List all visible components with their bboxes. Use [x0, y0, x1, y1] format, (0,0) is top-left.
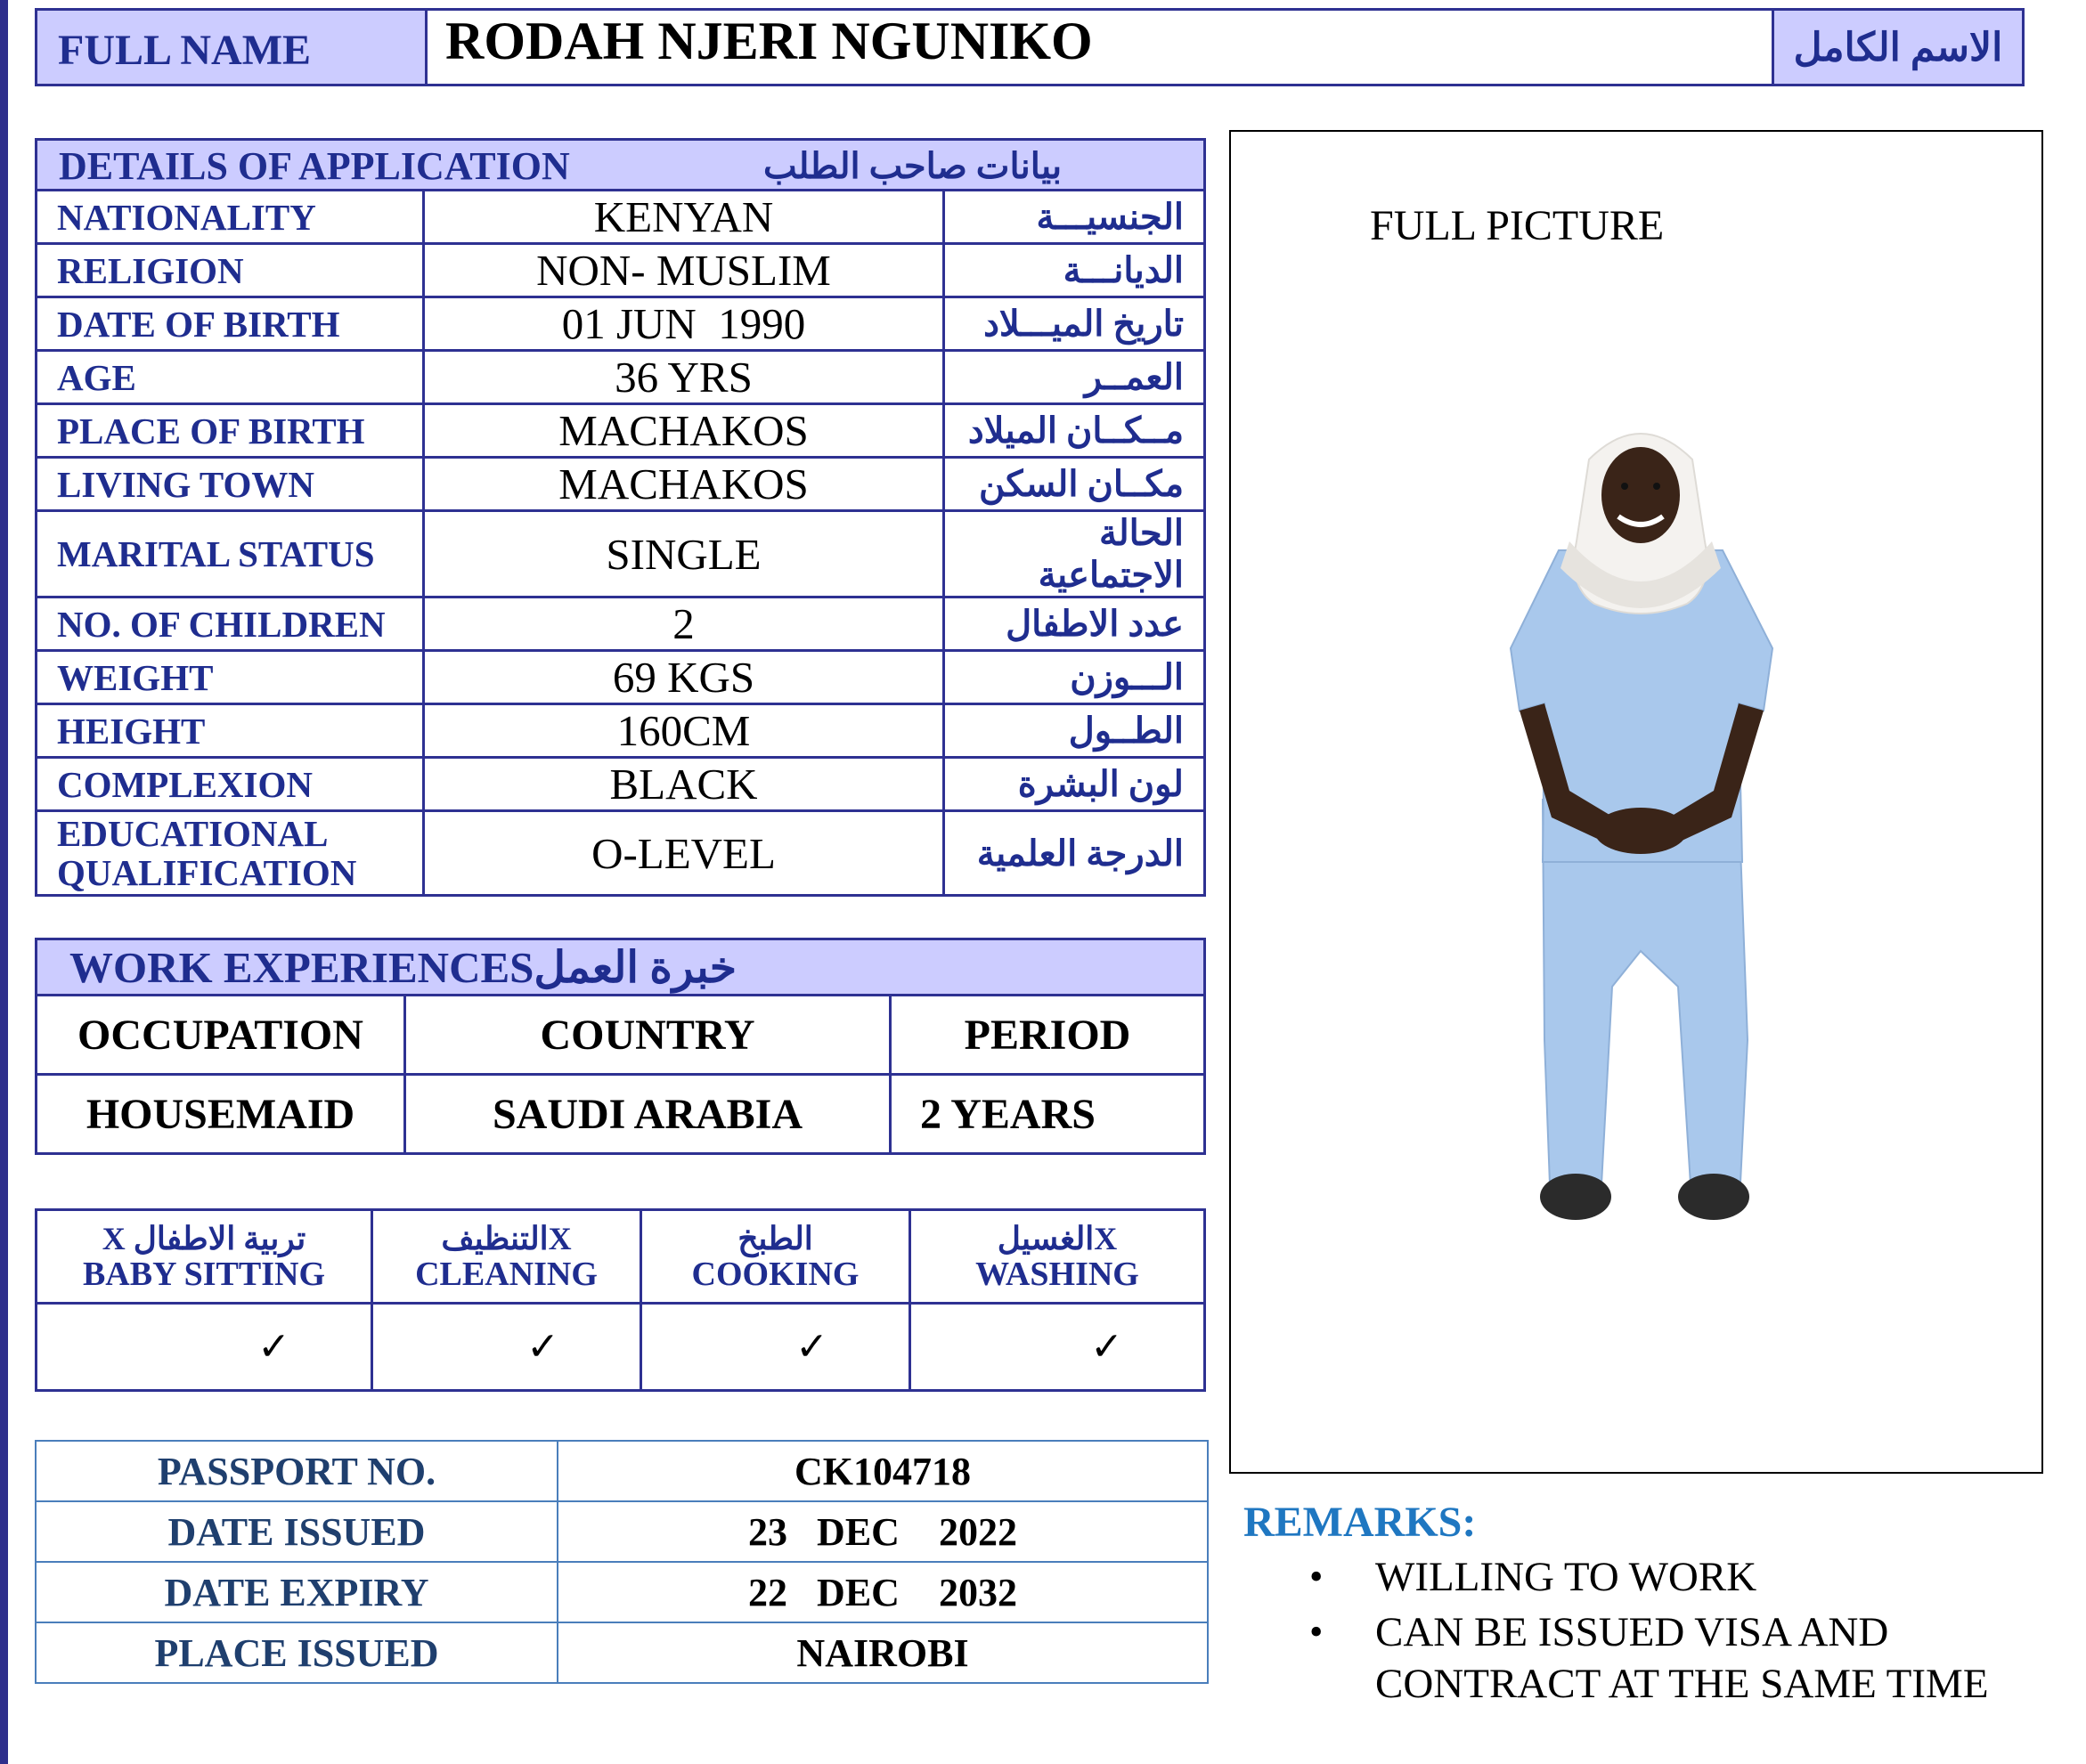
details-row — [37, 651, 1205, 704]
skill-cleaning — [372, 1210, 641, 1304]
details-label-ar: عدد الاطفال — [944, 597, 1205, 651]
skill-label: COOKING — [691, 1256, 860, 1293]
work-title-ar: خبرة العمل — [534, 942, 737, 992]
details-row — [37, 758, 1205, 811]
skill-label-ar: X تربية الاطفال — [102, 1221, 306, 1256]
remarks-list — [1309, 1551, 2084, 1713]
left-border — [0, 0, 8, 1764]
person-photo — [1480, 417, 1801, 1254]
details-label: EDUCATIONAL QUALIFICATION — [37, 811, 424, 896]
details-label: HEIGHT — [37, 704, 424, 758]
details-label-ar: الـــوزن — [944, 651, 1205, 704]
full-picture-label: FULL PICTURE — [1370, 202, 1665, 249]
details-label: AGE — [37, 351, 424, 404]
passport-row — [36, 1622, 1208, 1683]
details-label-ar: الطــول — [944, 704, 1205, 758]
details-label-ar: الدرجة العلمية — [944, 811, 1205, 896]
passport-value: CK104718 — [558, 1441, 1208, 1501]
passport-row — [36, 1501, 1208, 1562]
checkmark-icon: ✓ — [372, 1304, 641, 1391]
work-experience-table — [35, 938, 1206, 1155]
details-header — [37, 140, 1205, 191]
details-title: DETAILS OF APPLICATION — [59, 144, 570, 188]
full-name-value: RODAH NJERI NGUNIKO — [427, 10, 1773, 85]
work-period: 2 YEARS — [891, 1075, 1205, 1154]
skill-label-ar: الغسيلX — [997, 1221, 1118, 1256]
skill-label: CLEANING — [415, 1256, 598, 1293]
work-occupation: HOUSEMAID — [37, 1075, 405, 1154]
skill-baby-sitting — [37, 1210, 372, 1304]
passport-label: PASSPORT NO. — [36, 1441, 558, 1501]
details-label-ar: الحالة الاجتماعية — [944, 511, 1205, 597]
details-value: MACHAKOS — [424, 404, 944, 458]
details-label-ar: الديانـــة — [944, 244, 1205, 297]
skill-label-ar: الطبخ — [737, 1221, 813, 1256]
work-title: WORK EXPERIENCES — [69, 942, 534, 992]
full-name-table — [35, 8, 2025, 86]
full-picture-box — [1229, 130, 2043, 1474]
details-label: NO. OF CHILDREN — [37, 597, 424, 651]
details-value: 01 JUN 1990 — [424, 297, 944, 351]
details-title-ar: بيانات صاحب الطلب — [763, 146, 1063, 186]
remarks-item: • WILLING TO WORK — [1309, 1551, 2084, 1603]
details-value: O-LEVEL — [424, 811, 944, 896]
details-row — [37, 351, 1205, 404]
details-row — [37, 597, 1205, 651]
details-row — [37, 244, 1205, 297]
checkmark-icon: ✓ — [37, 1304, 372, 1391]
checkmark-icon: ✓ — [910, 1304, 1205, 1391]
skill-label: BABY SITTING — [82, 1256, 326, 1293]
passport-value: 23 DEC 2022 — [558, 1501, 1208, 1562]
work-row — [37, 1075, 1205, 1154]
details-value: 36 YRS — [424, 351, 944, 404]
full-name-label: FULL NAME — [37, 10, 427, 85]
work-column-occupation: OCCUPATION — [37, 996, 405, 1075]
passport-label: PLACE ISSUED — [36, 1622, 558, 1683]
work-header — [37, 939, 1205, 996]
passport-label: DATE EXPIRY — [36, 1562, 558, 1622]
details-value: SINGLE — [424, 511, 944, 597]
details-label-ar: مكــان السكن — [944, 458, 1205, 511]
details-label: WEIGHT — [37, 651, 424, 704]
details-table — [35, 138, 1206, 897]
remarks-item: • CAN BE ISSUED VISA AND CONTRACT AT THE SAME TIME — [1309, 1606, 2084, 1710]
details-label-ar: لون البشرة — [944, 758, 1205, 811]
details-label: LIVING TOWN — [37, 458, 424, 511]
details-value: KENYAN — [424, 191, 944, 244]
details-label: MARITAL STATUS — [37, 511, 424, 597]
details-row — [37, 404, 1205, 458]
details-row — [37, 811, 1205, 896]
details-label: RELIGION — [37, 244, 424, 297]
details-label-ar: مــكــان الميلاد — [944, 404, 1205, 458]
skill-cooking — [641, 1210, 910, 1304]
checkmark-icon: ✓ — [641, 1304, 910, 1391]
details-row — [37, 458, 1205, 511]
details-label-ar: العمــر — [944, 351, 1205, 404]
passport-row — [36, 1562, 1208, 1622]
work-column-country: COUNTRY — [405, 996, 891, 1075]
full-name-label-ar: الاسم الكامل — [1773, 10, 2024, 85]
details-label: NATIONALITY — [37, 191, 424, 244]
passport-table — [35, 1440, 1209, 1684]
details-value: NON- MUSLIM — [424, 244, 944, 297]
details-label-ar: الجنسيـــة — [944, 191, 1205, 244]
details-label-ar: تاريخ الميـــلاد — [944, 297, 1205, 351]
passport-value: NAIROBI — [558, 1622, 1208, 1683]
details-label: PLACE OF BIRTH — [37, 404, 424, 458]
details-row — [37, 297, 1205, 351]
remarks-title: REMARKS: — [1243, 1499, 1477, 1546]
details-value: 69 KGS — [424, 651, 944, 704]
skill-washing — [910, 1210, 1205, 1304]
work-country: SAUDI ARABIA — [405, 1075, 891, 1154]
details-row — [37, 191, 1205, 244]
passport-value: 22 DEC 2032 — [558, 1562, 1208, 1622]
details-value: MACHAKOS — [424, 458, 944, 511]
passport-row — [36, 1441, 1208, 1501]
skills-table — [35, 1208, 1206, 1392]
skill-label-ar: التنظيفX — [441, 1221, 572, 1256]
details-label: DATE OF BIRTH — [37, 297, 424, 351]
passport-label: DATE ISSUED — [36, 1501, 558, 1562]
details-label: COMPLEXION — [37, 758, 424, 811]
details-value: 160CM — [424, 704, 944, 758]
details-value: BLACK — [424, 758, 944, 811]
work-column-period: PERIOD — [891, 996, 1205, 1075]
details-value: 2 — [424, 597, 944, 651]
details-row — [37, 511, 1205, 597]
skill-label: WASHING — [975, 1256, 1139, 1293]
details-row — [37, 704, 1205, 758]
